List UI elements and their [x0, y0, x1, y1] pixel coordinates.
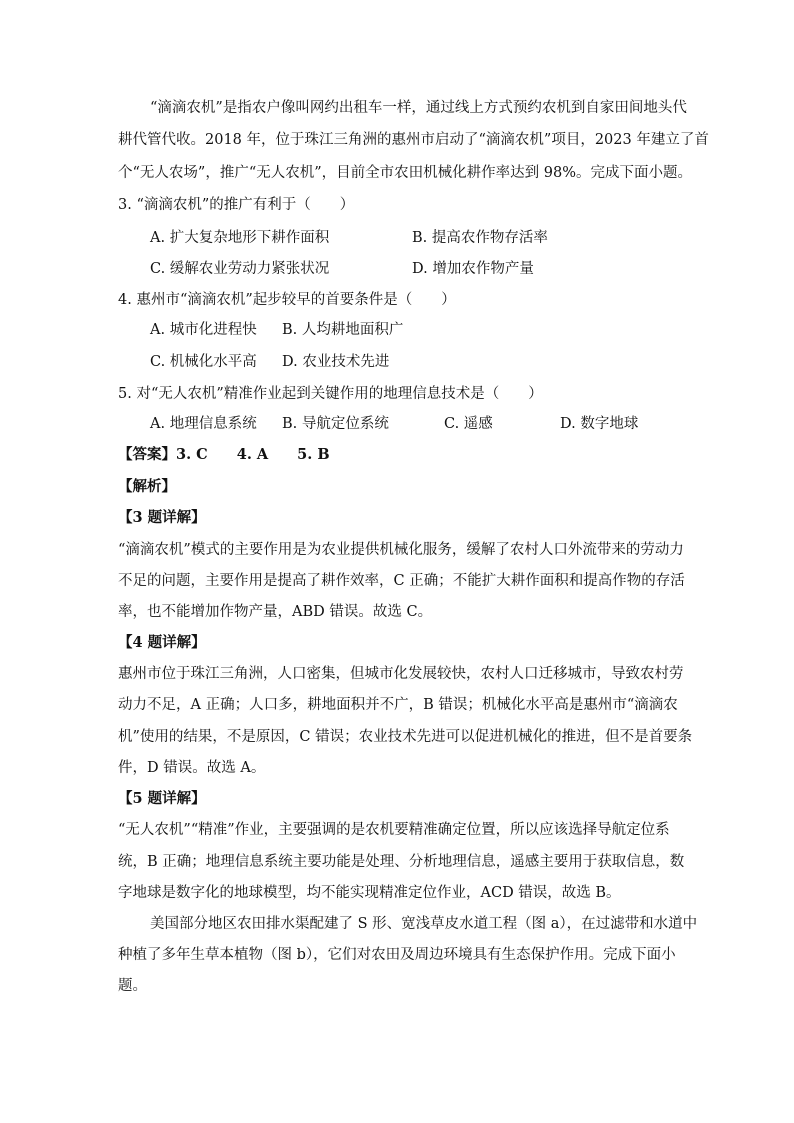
detail-3-line-2: 不足的问题，主要作用是提高了耕作效率，C 正确；不能扩大耕作面积和提高作物的存活: [118, 573, 685, 589]
question-5-option-b: B. 导航定位系统: [282, 416, 389, 432]
question-5-option-a: A. 地理信息系统: [150, 416, 257, 432]
detail-4-line-1: 惠州市位于珠江三角洲，人口密集，但城市化发展较快，农村人口迁移城市，导致农村劳: [118, 666, 684, 682]
question-5-option-d: D. 数字地球: [560, 416, 639, 432]
question-4-option-d: D. 农业技术先进: [282, 354, 390, 370]
detail-3-title: 【3 题详解】: [118, 509, 206, 526]
answer-line: 【答案】3. C 4. A 5. B: [118, 446, 330, 463]
detail-4-line-3: 机”使用的结果，不是原因，C 错误；农业技术先进可以促进机械化的推进，但不是首要条: [118, 729, 693, 745]
analysis-label: 【解析】: [118, 478, 176, 495]
passage2-line-2: 种植了多年生草本植物（图 b），它们对农田及周边环境具有生态保护作用。完成下面小: [118, 947, 676, 963]
question-4-option-a: A. 城市化进程快: [150, 322, 257, 338]
question-3-option-c: C. 缓解农业劳动力紧张状况: [150, 261, 330, 277]
question-5-stem: 5. 对“无人农机”精准作业起到关键作用的地理信息技术是（ ）: [118, 386, 543, 402]
question-4-option-c: C. 机械化水平高: [150, 354, 257, 370]
passage1-line-2: 耕代管代收。2018 年，位于珠江三角洲的惠州市启动了“滴滴农机”项目，2023 年建立了首: [118, 132, 709, 148]
detail-5-title: 【5 题详解】: [118, 790, 206, 807]
passage2-line-1: 美国部分地区农田排水渠配建了 S 形、宽浅草皮水道工程（图 a），在过滤带和水道中: [150, 916, 698, 932]
question-3-stem: 3. “滴滴农机”的推广有利于（ ）: [118, 197, 355, 213]
detail-3-line-3: 率，也不能增加作物产量，ABD 错误。故选 C。: [118, 604, 433, 620]
detail-4-line-2: 动力不足，A 正确；人口多，耕地面积并不广，B 错误；机械化水平高是惠州市“滴滴农: [118, 697, 678, 713]
detail-4-line-4: 件，D 错误。故选 A。: [118, 760, 266, 776]
detail-5-line-1: “无人农机”“精准”作业，主要强调的是农机要精准确定位置，所以应该选择导航定位系: [118, 822, 670, 838]
passage1-line-3: 个“无人农场”，推广“无人农机”，目前全市农田机械化耕作率达到 98%。完成下面小题。: [118, 165, 692, 181]
detail-3-line-1: “滴滴农机”模式的主要作用是为农业提供机械化服务，缓解了农村人口外流带来的劳动力: [118, 542, 684, 558]
question-4-stem: 4. 惠州市“滴滴农机”起步较早的首要条件是（ ）: [118, 292, 456, 308]
detail-4-title: 【4 题详解】: [118, 634, 206, 651]
passage1-line-1: “滴滴农机”是指农户像叫网约出租车一样，通过线上方式预约农机到自家田间地头代: [150, 100, 687, 116]
detail-5-line-3: 字地球是数字化的地球模型，均不能实现精准定位作业，ACD 错误，故选 B。: [118, 885, 621, 901]
question-4-option-b: B. 人均耕地面积广: [282, 322, 404, 338]
passage2-line-3: 题。: [118, 978, 147, 994]
question-5-option-c: C. 遥感: [444, 416, 493, 432]
question-3-option-d: D. 增加农作物产量: [412, 261, 534, 277]
detail-5-line-2: 统，B 正确；地理信息系统主要功能是处理、分析地理信息，遥感主要用于获取信息，数: [118, 854, 685, 870]
question-3-option-b: B. 提高农作物存活率: [412, 230, 548, 246]
question-3-option-a: A. 扩大复杂地形下耕作面积: [150, 230, 330, 246]
